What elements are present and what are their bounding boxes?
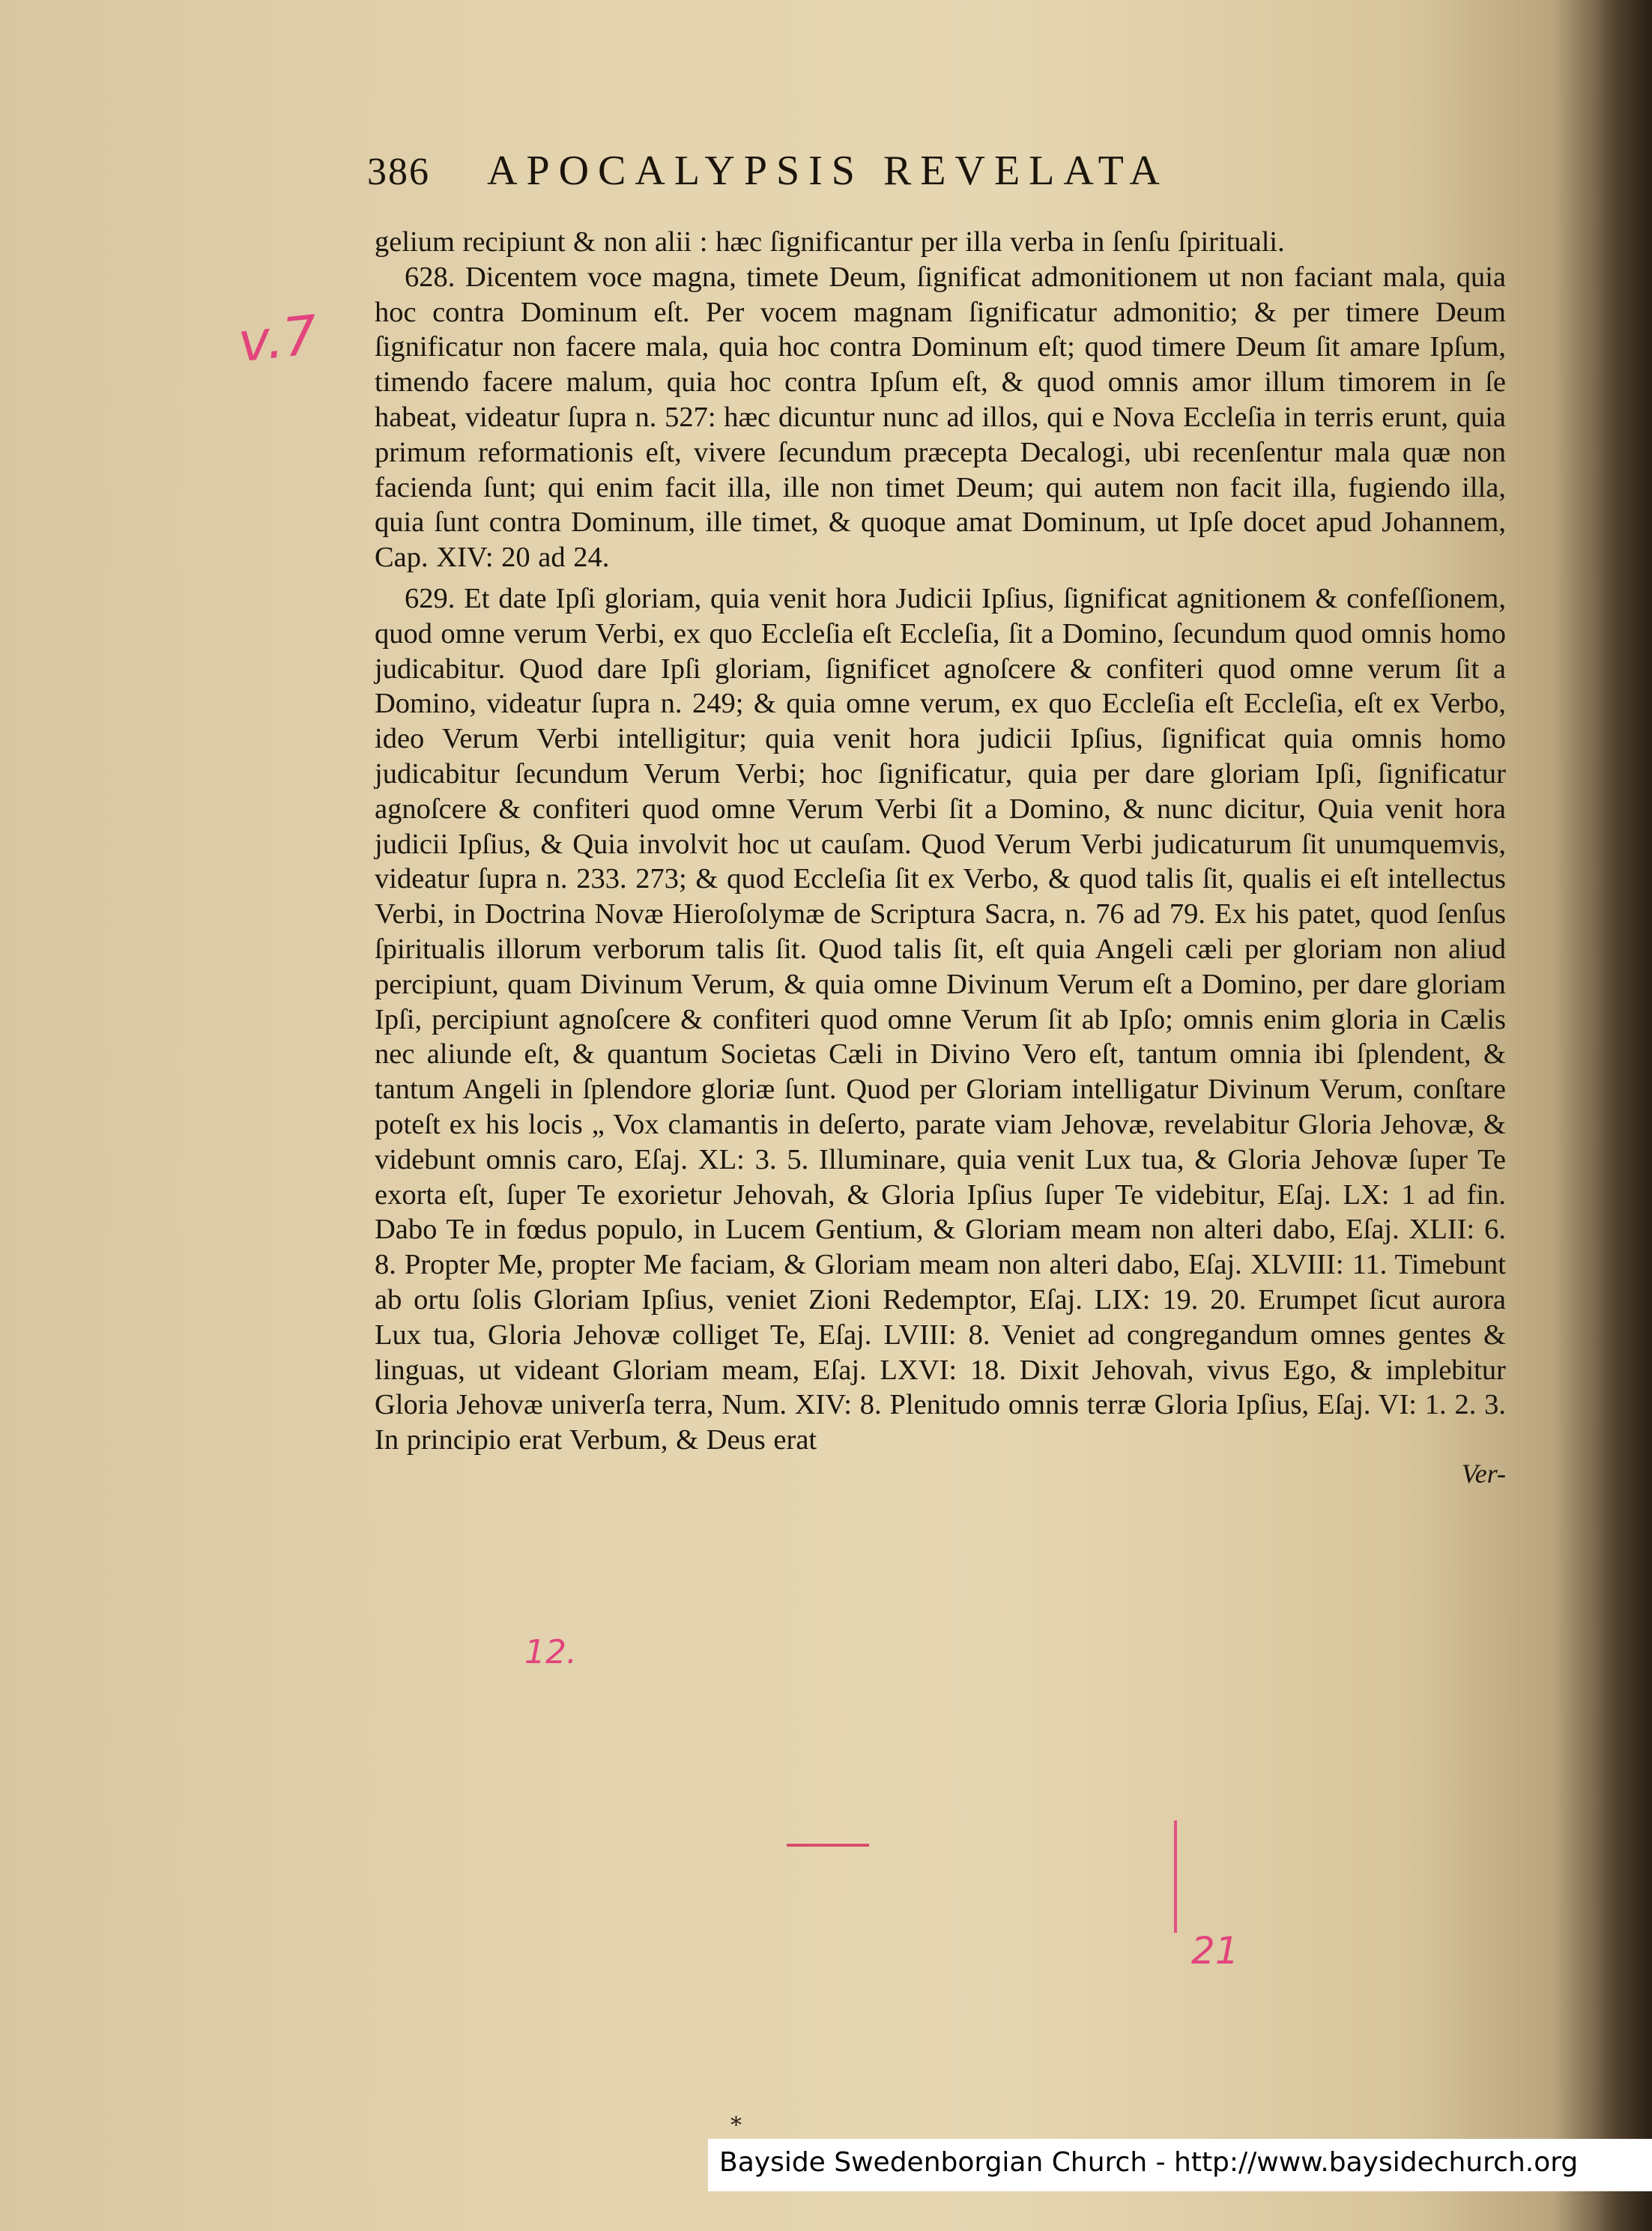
running-head bbox=[367, 142, 1506, 225]
page-number: 386 bbox=[367, 151, 430, 193]
handwritten-annotation-verse-7: v.7 bbox=[235, 303, 321, 375]
handwritten-marker-line bbox=[1174, 1820, 1177, 1933]
body-text bbox=[375, 225, 1506, 1458]
handwritten-annotation-verse-21: 21 bbox=[1191, 1929, 1239, 1973]
page-title: APOCALYPSIS REVELATA bbox=[487, 148, 1169, 194]
paragraph-628: 628. Dicentem voce magna, timete Deum, ſignificat admonitionem ut non faciant mala, quia hoc contra Dominum eſt. Per vocem magnam ſignificatur admonitio; & per timere Deum ſignificatur non facere mala, quia hoc contra Dominum eſt; quod timere Deum ſit amare Ipſum, timendo facere malum, quia hoc contra Ipſum eſt, & quod omnis amor illum timorem in ſe habeat, videatur ſupra n. 527: hæc dicuntur nunc ad illos, qui e Nova Eccleſia in terris erunt, quia primum reformationis eſt, vivere ſecundum præcepta Decalogi, ubi recenſentur mala quæ non facienda ſunt; qui enim facit illa, ille non timet Deum; qui autem non facit illa, fugiendo illa, quia ſunt contra Dominum, ille timet, & quoque amat Dominum, ut Ipſe docet apud Johannem, Cap. XIV: 20 ad 24. bbox=[375, 261, 1506, 574]
ornament-mark: ⁎ bbox=[730, 2105, 742, 2131]
paragraph-continued: gelium recipiunt & non alii : hæc ſignificantur per illa verba in ſenſu ſpirituali. bbox=[375, 226, 1285, 258]
paragraph-629: 629. Et date Ipſi gloriam, quia venit hora Judicii Ipſius, ſignificat agnitionem & confeſſionem, quod omne verum Verbi, ex quo Eccleſia eſt Eccleſia, ſit a Domino, ſecundum quod omnis homo judicabitur. Quod dare Ipſi gloriam, ſignificet agnoſcere & confiteri quod omne verum ſit a Domino, videatur ſupra n. 249; & quia omne verum, ex quo Eccleſia eſt Eccleſia, eſt ex Verbo, ideo Verum Verbi intelligitur; quia venit hora judicii Ipſius, ſignificat quia omnis homo judicabitur ſecundum Verum Verbi; hoc ſignificatur, quia per dare gloriam Ipſi, ſignificatur agnoſcere & confiteri quod omne Verum Verbi ſit a Domino, & nunc dicitur, Quia venit hora judicii Ipſius, & Quia involvit hoc ut cauſam. Quod Verum Verbi judicaturum ſit unumquemvis, videatur ſupra n. 233. 273; & quod Eccleſia ſit ex Verbo, & quod talis ſit, qualis ei eſt intellectus Verbi, in Doctrina Novæ Hieroſolymæ de Scriptura Sacra, n. 76 ad 79. Ex his patet, quod ſenſus ſpiritualis illorum verborum talis ſit. Quod talis ſit, eſt quia Angeli cæli per gloriam non aliud percipiunt, quam Divinum Verum, & quia omne Divinum Verum eſt a Domino, per dare gloriam Ipſi, percipiunt agnoſcere & confiteri quod omne Verum ſit ab Ipſo; omnis enim gloria in Cælis nec aliunde eſt, & quantum Societas Cæli in Divino Vero eſt, tantum omnia ibi ſplendent, & tantum Angeli in ſplendore gloriæ ſunt. Quod per Gloriam intelligatur Divinum Verum, conſtare poteſt ex his locis „ Vox clamantis in deſerto, parate viam Jehovæ, revelabitur Gloria Jehovæ, & videbunt omnis caro, Eſaj. XL: 3. 5. Illuminare, quia venit Lux tua, & Gloria Jehovæ ſuper Te exorta eſt, ſuper Te exorietur Jehovah, & Gloria Ipſius ſuper Te videbitur, Eſaj. LX: 1 ad fin. Dabo Te in fœdus populo, in Lucem Gentium, & Gloriam meam non alteri dabo, Eſaj. XLII: 6. 8. Propter Me, propter Me faciam, & Gloriam meam non alteri dabo, Eſaj. XLVIII: 11. Timebunt ab ortu ſolis Gloriam Ipſius, veniet Zioni Redemptor, Eſaj. LIX: 19. 20. Erumpet ſicut aurora Lux tua, Gloria Jehovæ colliget Te, Eſaj. LVIII: 8. Veniet ad congregandum omnes gentes & linguas, ut videant Gloriam meam, Eſaj. LXVI: 18. Dixit Jehovah, vivus Ego, & implebitur Gloria Jehovæ univerſa terra, Num. XIV: 8. Plenitudo omnis terræ Gloria Ipſius, Eſaj. VI: 1. 2. 3. In principio erat Verbum, & Deus erat bbox=[375, 582, 1506, 1456]
handwritten-annotation-12: 12. bbox=[524, 1633, 577, 1671]
page-content bbox=[367, 142, 1506, 1489]
catchword: Ver- bbox=[1461, 1458, 1506, 1489]
handwritten-strike-mark bbox=[787, 1844, 869, 1847]
book-spine-shadow bbox=[1600, 0, 1652, 2231]
watermark-text: Bayside Swedenborgian Church - http://www.baysidechurch.org bbox=[719, 2147, 1579, 2178]
